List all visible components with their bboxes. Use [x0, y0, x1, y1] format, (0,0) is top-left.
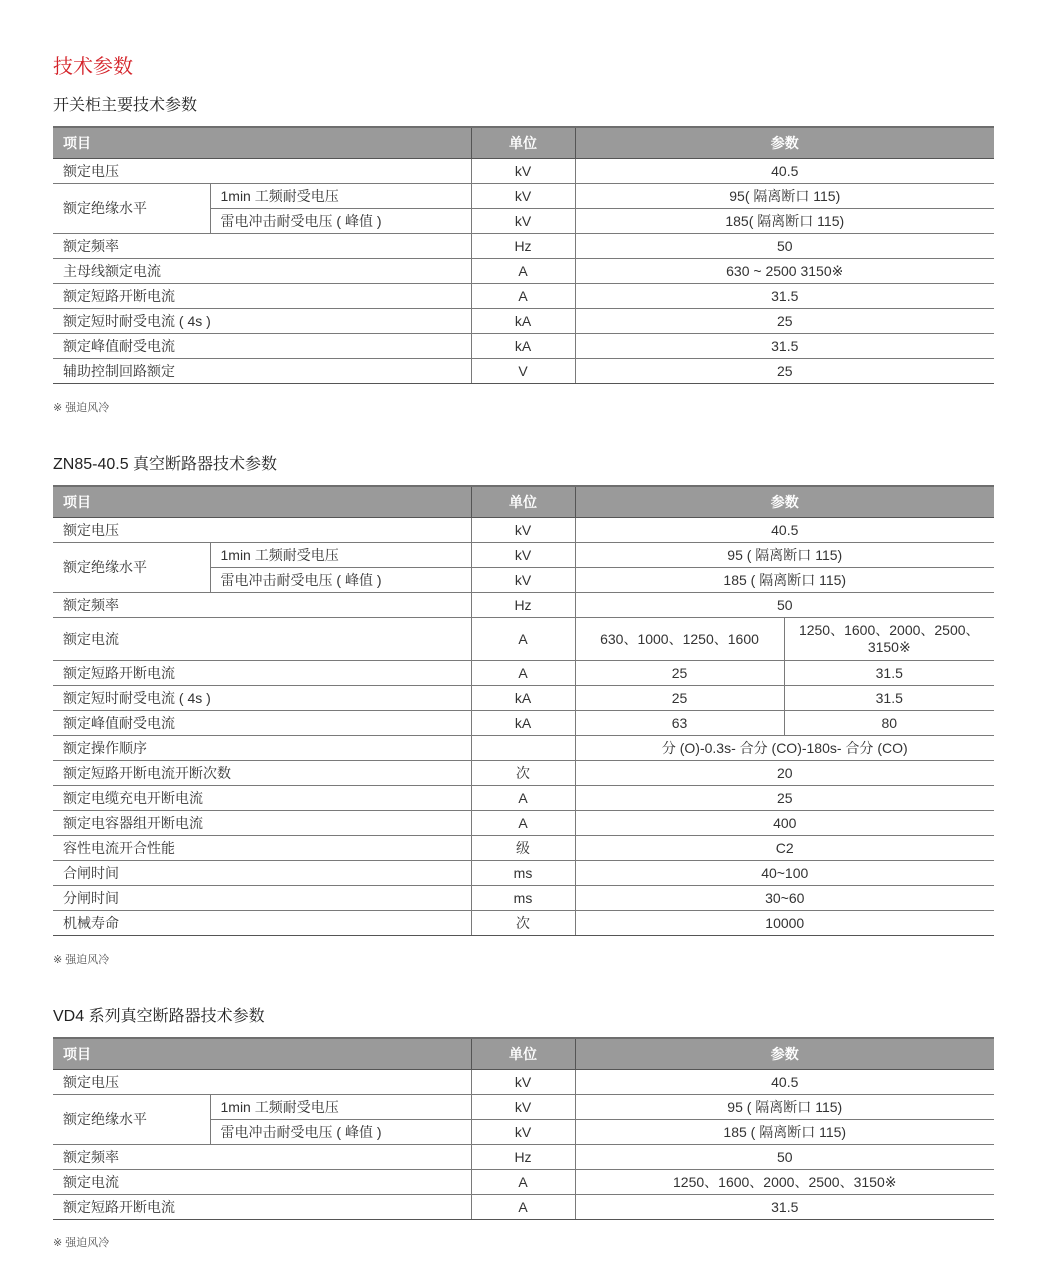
table-row	[53, 886, 994, 911]
row-unit: kV	[471, 1120, 575, 1145]
row-value: 40.5	[575, 1070, 994, 1095]
footnote-forced-air-cooling: ※ 强迫风冷	[53, 954, 110, 966]
row-item: 额定频率	[53, 593, 471, 618]
row-value: 630 ~ 2500 3150※	[575, 259, 994, 284]
table-row	[53, 1095, 994, 1120]
row-item: 分闸时间	[53, 886, 471, 911]
row-unit: kA	[471, 334, 575, 359]
row-value: 25	[575, 786, 994, 811]
table-row	[53, 284, 994, 309]
page-heading: 技术参数	[53, 56, 133, 78]
table-row	[53, 1070, 994, 1095]
switchgear-table-title: 开关柜主要技术参数	[53, 97, 198, 114]
row-item: 额定短时耐受电流 ( 4s )	[53, 686, 471, 711]
row-value: 50	[575, 234, 994, 259]
row-unit: A	[471, 786, 575, 811]
row-unit: Hz	[471, 234, 575, 259]
table-row	[53, 1145, 994, 1170]
row-item: 额定操作顺序	[53, 736, 471, 761]
row-unit: A	[471, 811, 575, 836]
row-subitem: 雷电冲击耐受电压 ( 峰值 )	[210, 209, 471, 234]
row-value-b: 1250、1600、2000、2500、3150※	[784, 618, 994, 661]
row-value: 31.5	[575, 284, 994, 309]
row-unit: Hz	[471, 593, 575, 618]
row-value-b: 31.5	[784, 661, 994, 686]
row-item: 额定电压	[53, 1070, 471, 1095]
row-item: 额定绝缘水平	[53, 184, 210, 234]
row-subitem: 1min 工频耐受电压	[210, 1095, 471, 1120]
row-value: 31.5	[575, 1195, 994, 1220]
header-unit: 单位	[471, 1038, 575, 1070]
row-item: 额定绝缘水平	[53, 543, 210, 593]
header-value: 参数	[575, 127, 994, 159]
table-row	[53, 618, 994, 661]
table-header-row	[53, 127, 994, 159]
header-unit: 单位	[471, 486, 575, 518]
row-unit: Hz	[471, 1145, 575, 1170]
row-unit: kV	[471, 1070, 575, 1095]
row-unit: kA	[471, 711, 575, 736]
row-item: 机械寿命	[53, 911, 471, 936]
row-unit: 级	[471, 836, 575, 861]
row-value: 25	[575, 309, 994, 334]
row-unit: 次	[471, 761, 575, 786]
vd4-table-title: VD4 系列真空断路器技术参数	[53, 1008, 265, 1025]
row-item: 额定电缆充电开断电流	[53, 786, 471, 811]
row-value: 10000	[575, 911, 994, 936]
row-value-a: 25	[575, 686, 784, 711]
row-unit	[471, 736, 575, 761]
row-unit: kV	[471, 209, 575, 234]
row-item: 额定峰值耐受电流	[53, 711, 471, 736]
row-item: 额定短时耐受电流 ( 4s )	[53, 309, 471, 334]
table-row	[53, 686, 994, 711]
row-value: 20	[575, 761, 994, 786]
row-unit: 次	[471, 911, 575, 936]
row-value: 1250、1600、2000、2500、3150※	[575, 1170, 994, 1195]
row-item: 额定频率	[53, 1145, 471, 1170]
row-unit: A	[471, 1170, 575, 1195]
table-row	[53, 786, 994, 811]
row-unit: kV	[471, 568, 575, 593]
row-value: 31.5	[575, 334, 994, 359]
row-subitem: 1min 工频耐受电压	[210, 184, 471, 209]
header-unit: 单位	[471, 127, 575, 159]
row-unit: kA	[471, 686, 575, 711]
row-subitem: 雷电冲击耐受电压 ( 峰值 )	[210, 1120, 471, 1145]
row-value: 185 ( 隔离断口 115)	[575, 568, 994, 593]
row-item: 额定电流	[53, 1170, 471, 1195]
row-unit: kA	[471, 309, 575, 334]
row-value: 400	[575, 811, 994, 836]
header-item: 项目	[53, 127, 471, 159]
row-unit: V	[471, 359, 575, 384]
row-value-a: 630、1000、1250、1600	[575, 618, 784, 661]
header-item: 项目	[53, 1038, 471, 1070]
table-row	[53, 334, 994, 359]
row-value: 50	[575, 1145, 994, 1170]
row-item: 合闸时间	[53, 861, 471, 886]
row-item: 额定短路开断电流	[53, 1195, 471, 1220]
row-value: C2	[575, 836, 994, 861]
row-value: 50	[575, 593, 994, 618]
table-row	[53, 593, 994, 618]
row-value: 40.5	[575, 159, 994, 184]
table-header-row	[53, 1038, 994, 1070]
header-value: 参数	[575, 1038, 994, 1070]
row-value: 95 ( 隔离断口 115)	[575, 1095, 994, 1120]
row-value-a: 25	[575, 661, 784, 686]
row-value: 95( 隔离断口 115)	[575, 184, 994, 209]
row-value: 40.5	[575, 518, 994, 543]
row-value-a: 63	[575, 711, 784, 736]
row-item: 辅助控制回路额定	[53, 359, 471, 384]
table-row	[53, 811, 994, 836]
row-item: 额定电压	[53, 518, 471, 543]
zn85-spec-table	[53, 485, 994, 936]
footnote-forced-air-cooling: ※ 强迫风冷	[53, 402, 110, 414]
row-item: 额定绝缘水平	[53, 1095, 210, 1145]
row-unit: ms	[471, 861, 575, 886]
row-value: 25	[575, 359, 994, 384]
switchgear-spec-table	[53, 126, 994, 384]
row-unit: kV	[471, 184, 575, 209]
table-row	[53, 911, 994, 936]
table-row	[53, 861, 994, 886]
row-item: 主母线额定电流	[53, 259, 471, 284]
header-value: 参数	[575, 486, 994, 518]
table-row	[53, 518, 994, 543]
row-unit: A	[471, 1195, 575, 1220]
row-unit: ms	[471, 886, 575, 911]
row-item: 额定电流	[53, 618, 471, 661]
row-value: 185 ( 隔离断口 115)	[575, 1120, 994, 1145]
table-row	[53, 359, 994, 384]
row-item: 额定短路开断电流开断次数	[53, 761, 471, 786]
row-subitem: 1min 工频耐受电压	[210, 543, 471, 568]
zn85-table-title: ZN85-40.5 真空断路器技术参数	[53, 456, 278, 473]
row-value: 95 ( 隔离断口 115)	[575, 543, 994, 568]
table-row	[53, 234, 994, 259]
table-row	[53, 836, 994, 861]
row-item: 额定频率	[53, 234, 471, 259]
row-item: 额定电容器组开断电流	[53, 811, 471, 836]
row-unit: kV	[471, 159, 575, 184]
table-row	[53, 159, 994, 184]
row-item: 额定峰值耐受电流	[53, 334, 471, 359]
table-row	[53, 259, 994, 284]
row-value-b: 80	[784, 711, 994, 736]
table-row	[53, 184, 994, 209]
row-value: 分 (O)-0.3s- 合分 (CO)-180s- 合分 (CO)	[575, 736, 994, 761]
row-unit: A	[471, 259, 575, 284]
vd4-spec-table	[53, 1037, 994, 1220]
header-item: 项目	[53, 486, 471, 518]
table-row	[53, 711, 994, 736]
row-subitem: 雷电冲击耐受电压 ( 峰值 )	[210, 568, 471, 593]
row-value: 185( 隔离断口 115)	[575, 209, 994, 234]
row-unit: A	[471, 661, 575, 686]
row-item: 额定电压	[53, 159, 471, 184]
row-unit: kV	[471, 543, 575, 568]
table-row	[53, 309, 994, 334]
row-item: 容性电流开合性能	[53, 836, 471, 861]
table-row	[53, 543, 994, 568]
table-row	[53, 1195, 994, 1220]
row-value: 40~100	[575, 861, 994, 886]
table-header-row	[53, 486, 994, 518]
row-value: 30~60	[575, 886, 994, 911]
row-item: 额定短路开断电流	[53, 284, 471, 309]
table-row	[53, 736, 994, 761]
row-unit: kV	[471, 1095, 575, 1120]
row-item: 额定短路开断电流	[53, 661, 471, 686]
row-unit: A	[471, 618, 575, 661]
row-unit: kV	[471, 518, 575, 543]
table-row	[53, 661, 994, 686]
footnote-forced-air-cooling: ※ 强迫风冷	[53, 1237, 110, 1249]
row-unit: A	[471, 284, 575, 309]
table-row	[53, 1170, 994, 1195]
table-row	[53, 761, 994, 786]
row-value-b: 31.5	[784, 686, 994, 711]
